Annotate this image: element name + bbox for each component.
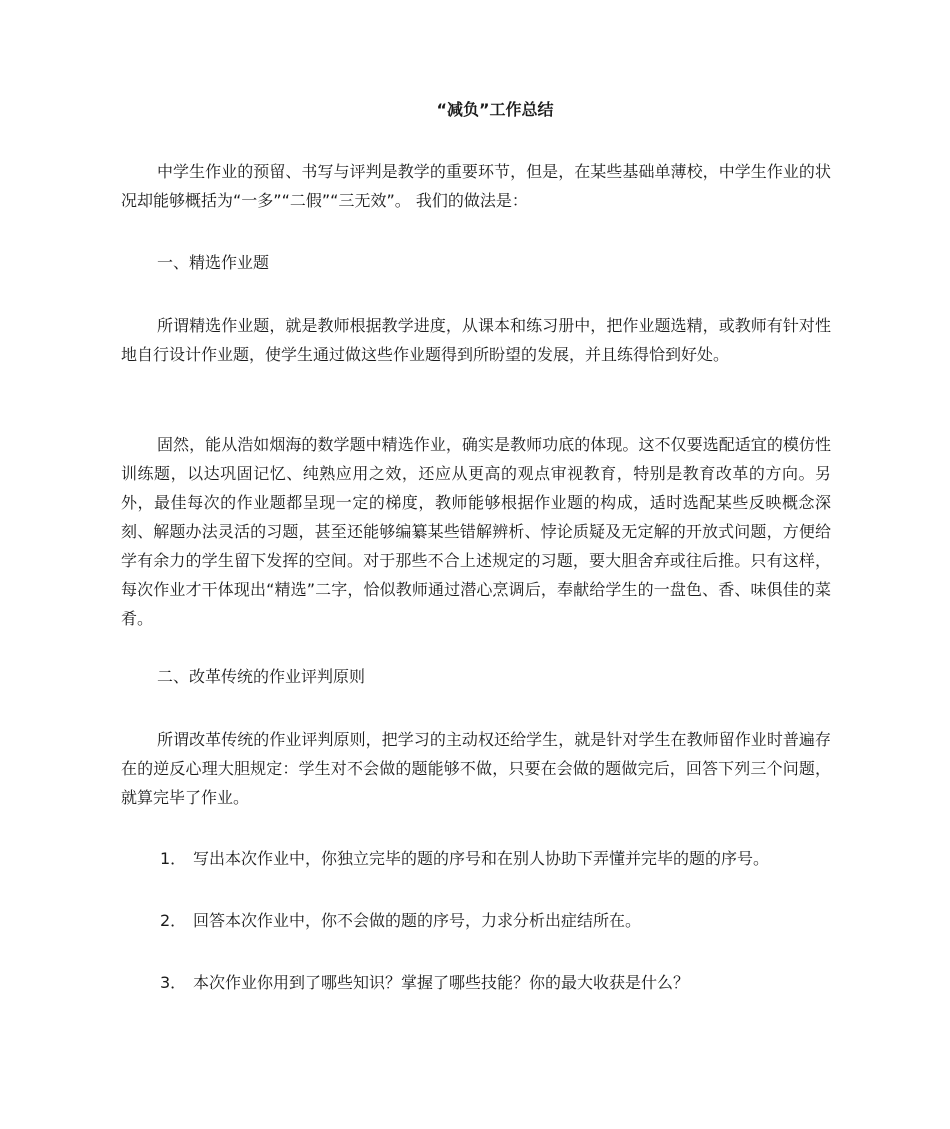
list-item-text: 写出本次作业中，你独立完毕的题的序号和在别人协助下弄懂并完毕的题的序号。 <box>193 849 770 868</box>
intro-paragraph: 中学生作业的预留、书写与评判是教学的重要环节，但是，在某些基础单薄校，中学生作业的状况却能够概括为“一多”“二假”“三无效”。 我们的做法是： <box>121 162 831 210</box>
section-2-heading: 二、改革传统的作业评判原则 <box>157 667 366 686</box>
section-1-heading: 一、精选作业题 <box>157 253 270 272</box>
list-item-text: 本次作业你用到了哪些知识？掌握了哪些技能？你的最大收获是什么？ <box>193 973 690 992</box>
list-item-number: 1． <box>160 849 187 868</box>
list-item-number: 3． <box>160 973 187 992</box>
section-1-paragraph-1: 所谓精选作业题，就是教师根据教学进度，从课本和练习册中，把作业题选精，或教师有针对性地自行设计作业题，使学生通过做这些作业题得到所盼望的发展，并且练得恰到好处。 <box>121 316 831 364</box>
section-2-paragraph-1: 所谓改革传统的作业评判原则，把学习的主动权还给学生，就是针对学生在教师留作业时普遍存在的逆反心理大胆规定：学生对不会做的题能够不做，只要在会做的题做完后，回答下列三个问题，就算完毕了作业。 <box>121 730 831 807</box>
list-item-number: 2． <box>160 911 187 930</box>
list-item <box>160 906 850 935</box>
document-title: “减负”工作总结 <box>436 100 554 119</box>
list-item <box>160 968 850 997</box>
list-item-text: 回答本次作业中，你不会做的题的序号，力求分析出症结所在。 <box>193 911 642 930</box>
list-item <box>160 844 850 873</box>
section-1-paragraph-2: 固然，能从浩如烟海的数学题中精选作业，确实是教师功底的体现。这不仅要选配适宜的模仿性训练题，以达巩固记忆、纯熟应用之效，还应从更高的观点审视教育，特别是教育改革的方向。另外，最佳每次的作业题都呈现一定的梯度，教师能够根据作业题的构成，适时选配某些反映概念深刻、解题办法灵活的习题，甚至还能够编纂某些错解辨析、悖论质疑及无定解的开放式问题，方便给学有余力的学生留下发挥的空间。对于那些不合上述规定的习题，要大胆舍弃或往后推。只有这样，每次作业才干体现出“精选”二字，恰似教师通过潜心烹调后，奉献给学生的一盘色、香、味俱佳的菜肴。 <box>121 435 831 628</box>
